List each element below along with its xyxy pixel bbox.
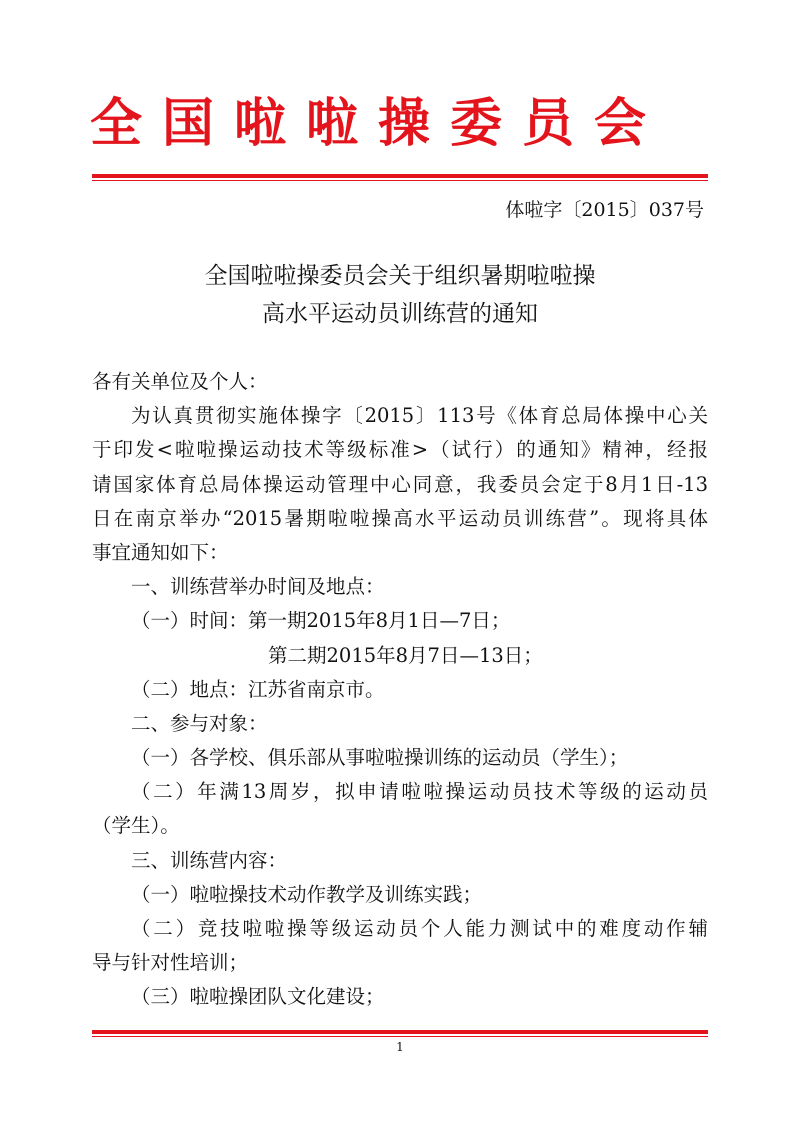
- intro-line-4: 日在南京举办“2015暑期啦啦操高水平运动员训练营”。现将具体: [92, 506, 708, 530]
- letterhead-divider-thin: [92, 180, 708, 181]
- document-number: 体啦字〔2015〕037号: [505, 199, 704, 221]
- section-2-item-2-line-1: （二）年满13周岁，拟申请啦啦操运动员技术等级的运动员: [131, 780, 708, 804]
- section-3-item-2-line-1: （二）竞技啦啦操等级运动员个人能力测试中的难度动作辅: [131, 917, 708, 940]
- intro-line-5: 事宜通知如下：: [92, 540, 229, 564]
- section-1-place: （二）地点：江苏省南京市。: [131, 677, 385, 701]
- section-1-time-line-2: 第二期2015年8月7日—13日；: [268, 643, 543, 667]
- letterhead-divider-thick: [92, 174, 708, 178]
- page-number: 1: [396, 1040, 404, 1054]
- section-3-item-3: （三）啦啦操团队文化建设；: [131, 985, 385, 1009]
- footer-divider-thin: [92, 1036, 708, 1037]
- title-line-1: 全国啦啦操委员会关于组织暑期啦啦操: [204, 263, 596, 289]
- document-body: [92, 365, 708, 1015]
- title-line-2: 高水平运动员训练营的通知: [262, 301, 538, 327]
- footer-divider-thick: [92, 1030, 708, 1034]
- intro-line-2: 于印发<啦啦操运动技术等级标准>（试行）的通知》精神，经报: [92, 438, 708, 462]
- intro-line-3: 请国家体育总局体操运动管理中心同意，我委员会定于8月1日-13: [92, 472, 708, 496]
- document-title: [92, 257, 708, 333]
- section-2-item-2-line-2: （学生）。: [92, 814, 180, 838]
- section-2-heading: 二、参与对象：: [131, 711, 268, 735]
- section-3-item-2-line-2: 导与针对性培训；: [92, 951, 249, 975]
- section-3-heading: 三、训练营内容：: [131, 848, 288, 872]
- salutation: 各有关单位及个人：: [92, 370, 268, 393]
- letterhead-title: 全国啦啦操委员会: [90, 94, 667, 154]
- section-2-item-1: （一）各学校、俱乐部从事啦啦操训练的运动员（学生）；: [131, 746, 629, 770]
- section-1-time-line-1: （一）时间：第一期2015年8月1日—7日；: [131, 609, 511, 633]
- section-3-item-1: （一）啦啦操技术动作教学及训练实践；: [131, 882, 483, 906]
- intro-line-1: 为认真贯彻实施体操字〔2015〕113号《体育总局体操中心关: [131, 404, 708, 428]
- section-1-heading: 一、训练营举办时间及地点：: [131, 575, 385, 599]
